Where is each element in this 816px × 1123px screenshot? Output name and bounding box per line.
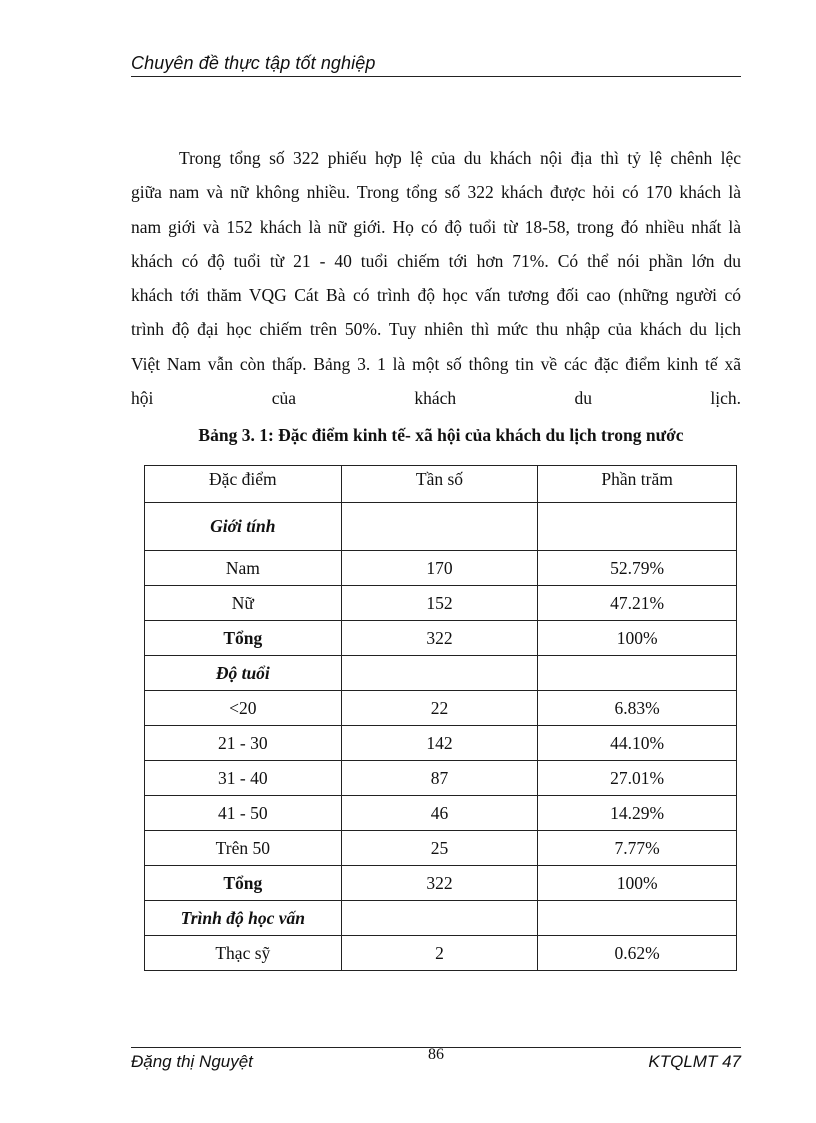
table-cell [538,656,737,691]
table-cell: 25 [341,831,538,866]
footer-class-code: KTQLMT 47 [648,1052,741,1071]
table-cell: 142 [341,726,538,761]
group-label: Trình độ học vấn [145,901,342,936]
table-cell: <20 [145,691,342,726]
table-row [145,831,737,866]
table-cell [538,901,737,936]
table-cell: 31 - 40 [145,761,342,796]
paragraph-line: Trong tổng số 322 phiếu hợp lệ của du khách nội địa thì tỷ lệ chênh lệc [179,148,741,168]
body-paragraph [131,141,741,415]
table-cell: 152 [341,586,538,621]
table-row [145,551,737,586]
table-cell: 44.10% [538,726,737,761]
table-cell: 27.01% [538,761,737,796]
table-row-total [145,621,737,656]
footer-author: Đặng thị Nguyệt [131,1052,253,1071]
paragraph-line: khách tới thăm VQG Cát Bà có trình độ học vấn tương đối cao (những người có [131,285,741,306]
table-cell: 322 [341,621,538,656]
table-cell: Thạc sỹ [145,936,342,971]
table-caption: Bảng 3. 1: Đặc điểm kinh tế- xã hội của khách du lịch trong nước [198,425,684,445]
page-header [131,50,741,77]
paragraph-line: trình độ đại học chiếm trên 50%. Tuy nhiên thì mức thu nhập của khách du lịch [131,319,741,340]
table-row [145,726,737,761]
table-cell: 46 [341,796,538,831]
table-row [145,936,737,971]
table-cell: Tổng [145,621,342,656]
table-row [145,761,737,796]
table-cell: 100% [538,866,737,901]
table-cell: 22 [341,691,538,726]
paragraph-line: giữa nam và nữ không nhiều. Trong tổng số 322 khách được hỏi có 170 khách là [131,182,741,203]
table-cell: 52.79% [538,551,737,586]
table-cell: 322 [341,866,538,901]
group-row-age [145,656,737,691]
table-cell [341,503,538,551]
header-title: Chuyên đề thực tập tốt nghiệp [131,53,376,73]
table-cell: 2 [341,936,538,971]
column-header: Phần trăm [538,466,737,503]
group-row-gender [145,503,737,551]
table-cell: 41 - 50 [145,796,342,831]
table-cell: Tổng [145,866,342,901]
table-cell: 100% [538,621,737,656]
column-header: Đặc điểm [145,466,342,503]
table-row-total [145,866,737,901]
table-row [145,796,737,831]
demographics-table [144,465,737,971]
table-cell: Nam [145,551,342,586]
table-header-row [145,466,737,503]
paragraph-line: khách có độ tuổi từ 21 - 40 tuổi chiếm tới hơn 71%. Có thể nói phần lớn du [131,250,741,271]
table-cell: 170 [341,551,538,586]
page-footer [131,1047,741,1076]
group-label: Giới tính [145,503,342,551]
paragraph-line: nam giới và 152 khách là nữ giới. Họ có độ tuổi từ 18-58, trong đó nhiều nhất là [131,216,741,237]
table-cell: 87 [341,761,538,796]
column-header: Tần số [341,466,538,503]
group-row-education [145,901,737,936]
table-cell: Trên 50 [145,831,342,866]
table-cell: 47.21% [538,586,737,621]
page-number: 86 [428,1046,444,1063]
group-label: Độ tuổi [145,656,342,691]
table-cell: 0.62% [538,936,737,971]
table-cell: 6.83% [538,691,737,726]
table-cell: 14.29% [538,796,737,831]
table-row [145,691,737,726]
paragraph-line: Việt Nam vẫn còn thấp. Bảng 3. 1 là một số thông tin về các đặc điểm kinh tế xã [131,353,741,374]
table-cell: Nữ [145,586,342,621]
paragraph-line: hội của khách du lịch. [131,388,741,409]
table-cell [538,503,737,551]
table-row [145,586,737,621]
table-cell [341,656,538,691]
table-cell: 7.77% [538,831,737,866]
table-cell [341,901,538,936]
table-cell: 21 - 30 [145,726,342,761]
